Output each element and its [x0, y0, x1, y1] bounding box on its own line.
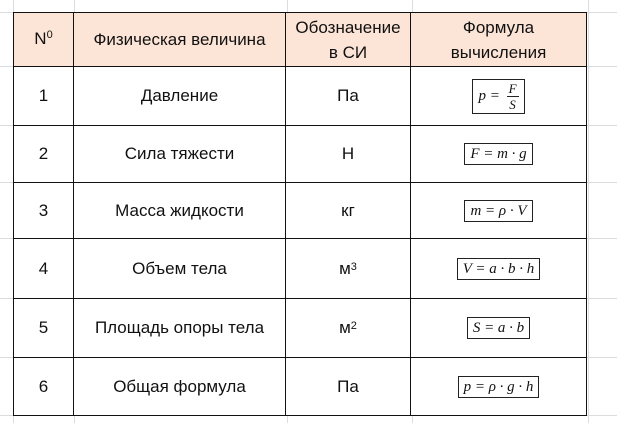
formula-image: F = m · g: [464, 143, 532, 165]
row-number: 5: [38, 318, 49, 337]
row-quantity: Масса жидкости: [115, 200, 244, 220]
row-quantity: Объем тела: [132, 258, 227, 278]
header-row: [14, 13, 587, 67]
cell-quantity[interactable]: [74, 358, 286, 416]
formula-image: p = ρ · g · h: [458, 376, 540, 398]
table-row: [14, 239, 587, 299]
table-row: [14, 183, 587, 239]
row-unit: Н: [341, 144, 355, 163]
cell-formula[interactable]: [411, 239, 587, 299]
row-unit: кг: [341, 200, 355, 220]
cell-quantity[interactable]: [74, 183, 286, 239]
cell-number[interactable]: [14, 299, 74, 358]
cell-number[interactable]: [14, 358, 74, 416]
cell-unit[interactable]: [286, 358, 411, 416]
table-row: [14, 358, 587, 416]
header-quantity-label: Физическая величина: [93, 30, 266, 49]
physics-quantities-table: [13, 12, 587, 416]
cell-quantity[interactable]: [74, 67, 286, 126]
cell-quantity[interactable]: [74, 239, 286, 299]
formula-image: [472, 79, 524, 114]
cell-formula[interactable]: [411, 299, 587, 358]
cell-formula[interactable]: [411, 183, 587, 239]
cell-unit[interactable]: [286, 299, 411, 358]
row-quantity: Сила тяжести: [124, 144, 235, 163]
header-quantity[interactable]: [74, 13, 286, 67]
header-number-sup: 0: [46, 28, 53, 41]
cell-quantity[interactable]: [74, 299, 286, 358]
cell-formula[interactable]: [411, 126, 587, 183]
cell-unit[interactable]: [286, 126, 411, 183]
header-si-line2: в СИ: [328, 42, 368, 62]
formula-image: m = ρ · V: [464, 200, 532, 222]
row-quantity: Общая формула: [113, 376, 246, 396]
cell-unit[interactable]: [286, 183, 411, 239]
header-formula[interactable]: [411, 13, 587, 67]
header-si[interactable]: [286, 13, 411, 67]
row-number: 2: [38, 144, 49, 163]
header-si-line1: Обозначение: [295, 17, 401, 37]
header-formula-line2: вычисления: [450, 42, 547, 62]
table-row: [14, 299, 587, 358]
cell-number[interactable]: [14, 67, 74, 126]
formula-denominator: S: [509, 96, 516, 112]
row-unit: м: [339, 318, 351, 337]
cell-number[interactable]: [14, 183, 74, 239]
cell-formula[interactable]: [411, 358, 587, 416]
row-unit-exponent: 2: [350, 320, 357, 332]
table-row: [14, 126, 587, 183]
cell-quantity[interactable]: [74, 126, 286, 183]
row-unit: Па: [337, 86, 359, 105]
row-number: 1: [38, 86, 49, 105]
formula-image: V = a · b · h: [457, 258, 541, 280]
row-unit-exponent: 3: [350, 260, 357, 273]
cell-formula[interactable]: [411, 67, 587, 126]
cell-unit[interactable]: [286, 67, 411, 126]
cell-unit[interactable]: [286, 239, 411, 299]
row-quantity: Давление: [140, 86, 219, 105]
formula-lhs: p =: [478, 87, 500, 104]
header-number[interactable]: [14, 13, 74, 67]
cell-number[interactable]: [14, 126, 74, 183]
formula-image: S = a · b: [467, 317, 530, 339]
formula-numerator: F: [508, 80, 517, 96]
row-quantity: Площадь опоры тела: [94, 318, 265, 337]
cell-number[interactable]: [14, 239, 74, 299]
row-number: 3: [38, 200, 49, 220]
row-number: 6: [38, 376, 49, 396]
row-unit: Па: [337, 376, 359, 396]
formula-fraction: [507, 81, 519, 112]
row-number: 4: [38, 258, 49, 278]
table-row: [14, 67, 587, 126]
header-formula-line1: Формула: [462, 17, 535, 37]
header-number-label: N: [34, 28, 47, 48]
row-unit: м: [339, 258, 351, 278]
